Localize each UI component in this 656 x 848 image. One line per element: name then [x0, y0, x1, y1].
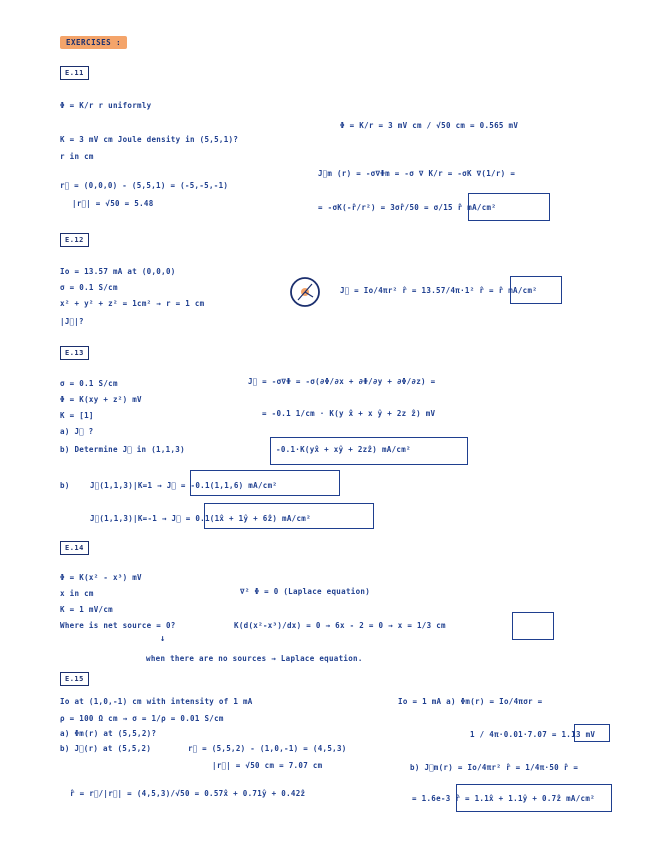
e13-b-line2: J⃗(1,1,3)|K=-1 → J⃗ = 0.1(1x̂ + 1ŷ + 6ẑ) mA/cm²: [90, 514, 311, 523]
e13-gradient-line1: J⃗ = -σ∇Φ = -σ(∂Φ/∂x + ∂Φ/∂y + ∂Φ/∂z) =: [248, 377, 436, 386]
e15-given-source: Io at (1,0,-1) cm with intensity of 1 mA: [60, 697, 253, 706]
e14-note: when there are no sources → Laplace equation.: [146, 654, 363, 663]
e13-answer-a-box: [270, 437, 468, 465]
e14-given-potential: Φ = K(x² - x³) mV: [60, 573, 142, 582]
e14-given-k: K = 1 mV/cm: [60, 605, 113, 614]
e11-potential-result: Φ = K/r = 3 mV cm / √50 cm = 0.565 mV: [340, 121, 519, 130]
e15-answer-b-box: [456, 784, 612, 812]
e15-r-vector: r⃗ = (5,5,2) - (1,0,-1) = (4,5,3): [188, 744, 347, 753]
e14-solve: K(d(x²-x³)/dx) = 0 → 6x - 2 = 0 → x = 1/3 cm: [234, 621, 446, 630]
e15-question-b: b) J⃗(r) at (5,5,2): [60, 744, 152, 753]
exercise-label-e12: E.12: [60, 233, 89, 247]
e15-potential-value: 1 / 4π·0.01·7.07 = 1.13 mV: [470, 730, 596, 739]
e13-b-label: b): [60, 481, 70, 490]
e12-answer-box: [510, 276, 562, 304]
e11-current-density-line1: J⃗m (r) = -σ∇Φm = -σ ∇ K/r = -σK ∇(1/r) =: [318, 169, 516, 178]
exercise-label-e14: E.14: [60, 541, 89, 555]
e12-given-current: Io = 13.57 mA at (0,0,0): [60, 267, 176, 276]
down-arrow-icon: ↓: [160, 634, 166, 644]
e14-question: Where is net source = 0?: [60, 621, 176, 630]
e12-result: J⃗ = Io/4πr² r̂ = 13.57/4π·1² r̂ = r̂ mA/cm²: [340, 286, 538, 295]
e11-given-potential: Φ = K/r r uniformly: [60, 101, 152, 110]
exercise-label-e15: E.15: [60, 672, 89, 686]
e15-final-answer: = 1.6e-3 r̂ = 1.1x̂ + 1.1ŷ + 0.7ẑ mA/cm²: [412, 794, 595, 803]
e15-unit-vector: r̂ = r⃗/|r⃗| = (4,5,3)/√50 = 0.57x̂ + 0.71ŷ + 0.42ẑ: [70, 789, 306, 798]
e12-given-sphere: x² + y² + z² = 1cm² → r = 1 cm: [60, 299, 205, 308]
e15-current-density: b) J⃗m(r) = Io/4πr² r̂ = 1/4π·50 r̂ =: [410, 763, 579, 772]
e14-given-x: x in cm: [60, 589, 94, 598]
e13-given-k: K = [1]: [60, 411, 94, 420]
e13-answer-a: -0.1·K(yx̂ + xŷ + 2zẑ) mA/cm²: [276, 445, 411, 454]
e13-question-b: b) Determine J⃗ in (1,1,3): [60, 445, 185, 454]
e15-r-magnitude: |r⃗| = √50 cm = 7.07 cm: [212, 761, 323, 770]
e11-position-vector: r⃗ = (0,0,0) - (5,5,1) = (-5,-5,-1): [60, 181, 229, 190]
e13-question-a: a) J⃗ ?: [60, 427, 94, 436]
e15-given-resistivity: ρ = 100 Ω cm → σ = 1/ρ = 0.01 S/cm: [60, 714, 224, 723]
e11-given-k: K = 3 mV cm Joule density in (5,5,1)?: [60, 135, 239, 144]
e13-b-line1: J⃗(1,1,3)|K=1 → J⃗ = -0.1(1,1,6) mA/cm²: [90, 481, 278, 490]
e13-b1-box: [190, 470, 340, 496]
e14-answer-box: [512, 612, 554, 640]
e15-potential-formula: Io = 1 mA a) Φm(r) = Io/4πσr =: [398, 697, 543, 706]
exercise-label-e13: E.13: [60, 346, 89, 360]
e12-question: |J⃗|?: [60, 317, 84, 326]
e13-b2-box: [204, 503, 374, 529]
page-title: EXERCISES :: [60, 36, 127, 49]
e12-given-conductivity: σ = 0.1 S/cm: [60, 283, 118, 292]
e13-given-potential: Φ = K(xy + z²) mV: [60, 395, 142, 404]
e11-current-density-line2: = -σK(-r̂/r²) = 3σr̂/50 = σ/15 r̂ mA/cm²: [318, 203, 497, 212]
e15-question-a: a) Φm(r) at (5,5,2)?: [60, 729, 157, 738]
exercise-label-e11: E.11: [60, 66, 89, 80]
e13-given-conductivity: σ = 0.1 S/cm: [60, 379, 118, 388]
e15-answer-a-box: [574, 724, 610, 742]
e14-laplace: ∇² Φ = 0 (Laplace equation): [240, 587, 371, 596]
e13-gradient-line2: = -0.1 1/cm · K(y x̂ + x ŷ + 2z ẑ) mV: [262, 409, 436, 418]
e11-given-units: r in cm: [60, 152, 94, 161]
e11-position-magnitude: |r⃗| = √50 = 5.48: [72, 199, 154, 208]
